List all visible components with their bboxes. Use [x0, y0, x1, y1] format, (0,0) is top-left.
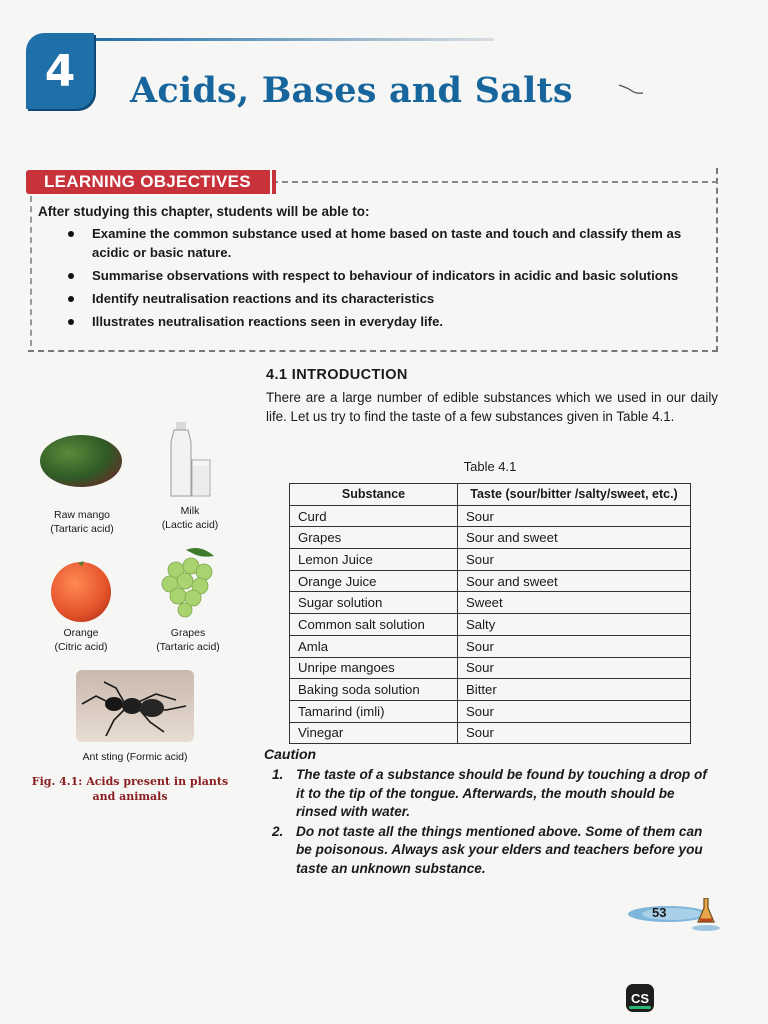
grapes-name: Grapes — [170, 627, 206, 639]
learning-objectives-heading: LEARNING OBJECTIVES — [26, 170, 270, 194]
table-row — [290, 635, 691, 657]
chapter-title: Acids, Bases and Salts — [130, 70, 573, 111]
milk-name: Milk — [180, 505, 200, 517]
objective-item: Summarise observations with respect to behaviour of indicators in acidic and basic solutions — [66, 266, 706, 285]
table-row — [290, 657, 691, 679]
substance-cell: Baking soda solution — [290, 679, 458, 701]
objective-item: Illustrates neutralisation reactions seen in everyday life. — [66, 312, 706, 331]
camscanner-logo: CS — [626, 984, 654, 1012]
taste-cell: Sour — [458, 700, 691, 722]
grapes-label — [148, 626, 228, 654]
substance-cell: Common salt solution — [290, 614, 458, 636]
substance-cell: Unripe mangoes — [290, 657, 458, 679]
taste-cell: Sour and sweet — [458, 570, 691, 592]
taste-cell: Sour — [458, 657, 691, 679]
table-row — [290, 614, 691, 636]
caution-item — [272, 823, 718, 879]
page-number-block — [628, 898, 728, 938]
raw-mango-acid: (Tartaric acid) — [50, 523, 114, 535]
grapes-acid: (Tartaric acid) — [156, 641, 220, 653]
milk-label — [150, 504, 230, 532]
table-row — [290, 505, 691, 527]
column-header: Substance — [290, 484, 458, 506]
taste-cell: Bitter — [458, 679, 691, 701]
flask-icon — [628, 898, 728, 938]
table-row — [290, 549, 691, 571]
learning-objectives-intro: After studying this chapter, students will be able to: — [38, 204, 370, 219]
figure-caption-label: Fig. 4.1: — [31, 775, 83, 788]
taste-cell: Sour — [458, 635, 691, 657]
introduction-paragraph: There are a large number of edible substances which we used in our daily life. Let us try to find the taste of a few substances given in Table 4.1. — [266, 390, 718, 424]
objectives-left-border — [30, 196, 32, 346]
caution-list — [272, 766, 718, 879]
table-row — [290, 527, 691, 549]
substance-cell: Vinegar — [290, 722, 458, 744]
objectives-top-border — [272, 181, 718, 183]
grapes-image — [156, 544, 222, 618]
page-number: 53 — [652, 905, 667, 920]
learning-objectives-list — [66, 224, 706, 335]
taste-cell: Salty — [458, 614, 691, 636]
table-row — [290, 570, 691, 592]
orange-label — [38, 626, 124, 654]
table-row — [290, 722, 691, 744]
caution-text: Do not taste all the things mentioned above. Some of them can be poisonous. Always ask your elders and teachers before you taste an unknown substance. — [296, 823, 703, 876]
table-title: Table 4.1 — [463, 459, 517, 474]
substance-cell: Amla — [290, 635, 458, 657]
raw-mango-label — [40, 508, 124, 536]
section-heading: 4.1 INTRODUCTION — [266, 367, 408, 383]
caution-text: The taste of a substance should be found by touching a drop of it to the tip of the tongue. Afterwards, the mouth should be rinsed with water. — [296, 767, 707, 819]
decorative-stroke-icon — [618, 82, 644, 96]
raw-mango-image — [38, 432, 124, 490]
substance-cell: Grapes — [290, 527, 458, 549]
figure-caption-text: Acids present in plants and animals — [86, 775, 229, 803]
ant-sting-label: Ant sting (Formic acid) — [82, 751, 188, 763]
substance-cell: Sugar solution — [290, 592, 458, 614]
figure-caption — [30, 774, 230, 804]
taste-cell: Sour — [458, 549, 691, 571]
caution-number: 2. — [272, 823, 284, 839]
taste-cell: Sour — [458, 722, 691, 744]
taste-cell: Sour and sweet — [458, 527, 691, 549]
taste-table — [289, 483, 691, 744]
orange-acid: (Citric acid) — [54, 641, 108, 653]
caution-item — [272, 766, 718, 822]
table-row — [290, 592, 691, 614]
raw-mango-name: Raw mango — [53, 509, 111, 521]
objective-item: Examine the common substance used at home based on taste and touch and classify them as acidic or basic nature. — [66, 224, 706, 262]
table-row — [290, 700, 691, 722]
caution-number: 1. — [272, 767, 284, 782]
header-rule — [94, 38, 494, 41]
substance-cell: Orange Juice — [290, 570, 458, 592]
column-header: Taste (sour/bitter /salty/sweet, etc.) — [458, 484, 691, 506]
substance-cell: Lemon Juice — [290, 549, 458, 571]
orange-name: Orange — [63, 627, 99, 639]
milk-acid: (Lactic acid) — [161, 519, 219, 531]
orange-image — [44, 558, 118, 624]
taste-cell: Sour — [458, 505, 691, 527]
objective-item: Identify neutralisation reactions and its characteristics — [66, 289, 706, 308]
table-row — [290, 679, 691, 701]
taste-cell: Sweet — [458, 592, 691, 614]
ant-image — [76, 670, 194, 742]
table-header-row — [290, 484, 691, 506]
chapter-number-badge: 4 — [26, 33, 94, 109]
milk-bottle-image — [164, 420, 214, 500]
substance-cell: Tamarind (imli) — [290, 700, 458, 722]
caution-title: Caution — [264, 746, 317, 762]
substance-cell: Curd — [290, 505, 458, 527]
